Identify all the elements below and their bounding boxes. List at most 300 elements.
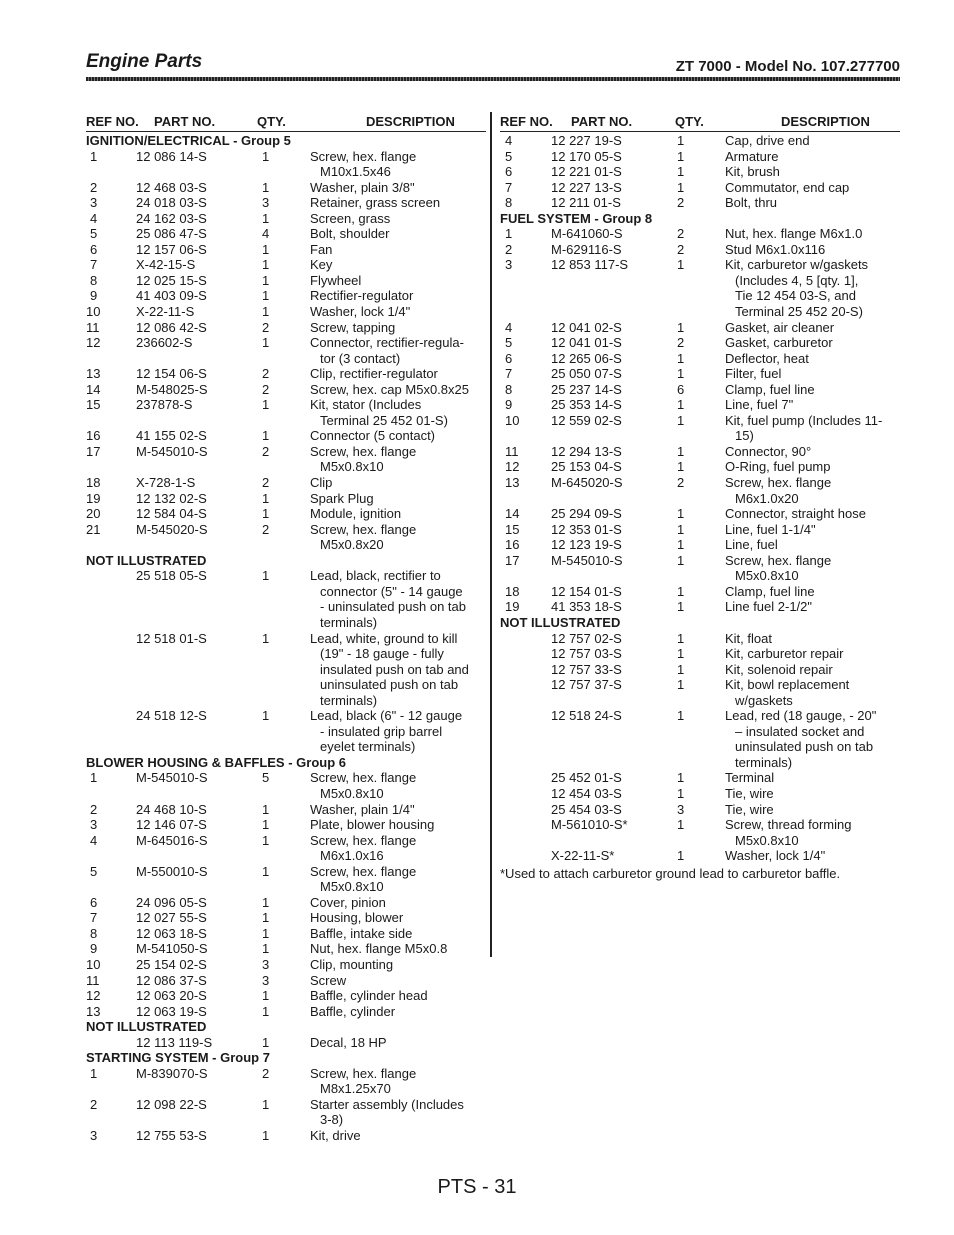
part-description bbox=[725, 180, 849, 196]
description-line: Screw, hex. flange bbox=[310, 863, 417, 879]
description-line: Screw, hex. flange bbox=[310, 148, 417, 164]
ref-number: 1 bbox=[90, 148, 98, 164]
description-line: Cover, pinion bbox=[310, 894, 386, 910]
group-heading: STARTING SYSTEM - Group 7 bbox=[86, 1050, 270, 1066]
description-line: Clip, mounting bbox=[310, 957, 394, 972]
description-line: Line, fuel 1-1/4" bbox=[725, 521, 816, 537]
quantity: 2 bbox=[262, 1065, 270, 1081]
ref-number: 11 bbox=[86, 972, 100, 988]
column-divider bbox=[490, 112, 492, 957]
description-line: (19" - 18 gauge - fully bbox=[320, 646, 444, 662]
part-row bbox=[86, 1097, 486, 1128]
part-row bbox=[500, 522, 900, 538]
quantity: 1 bbox=[677, 552, 685, 568]
part-number: 12 154 06-S bbox=[136, 366, 207, 382]
description-line: insulated push on tab and bbox=[320, 661, 469, 677]
ref-number: 7 bbox=[90, 910, 98, 926]
description-line: tor (3 contact) bbox=[320, 350, 401, 366]
part-row bbox=[86, 335, 486, 366]
quantity: 1 bbox=[262, 568, 270, 584]
part-row bbox=[86, 802, 486, 818]
part-row bbox=[500, 320, 900, 336]
quantity: 1 bbox=[677, 443, 685, 459]
quantity: 2 bbox=[262, 319, 270, 335]
description-line: - insulated grip barrel bbox=[320, 723, 443, 739]
quantity: 1 bbox=[677, 350, 685, 366]
part-description bbox=[725, 133, 810, 149]
description-line: Flywheel bbox=[310, 272, 362, 288]
part-number: M-645016-S bbox=[136, 832, 208, 848]
ref-number: 2 bbox=[90, 801, 98, 817]
part-description bbox=[310, 522, 416, 553]
right-parts-column bbox=[500, 114, 900, 881]
description-line: Cap, drive end bbox=[725, 133, 810, 148]
part-description bbox=[310, 366, 438, 382]
ref-number: 6 bbox=[90, 241, 98, 257]
part-row bbox=[86, 864, 486, 895]
description-line: Connector, straight hose bbox=[725, 506, 866, 522]
description-line: Retainer, grass screen bbox=[310, 195, 441, 211]
quantity: 1 bbox=[262, 894, 270, 910]
part-description bbox=[725, 459, 831, 475]
part-description bbox=[725, 553, 831, 584]
part-description bbox=[310, 802, 415, 818]
part-row bbox=[86, 926, 486, 942]
ref-number: 18 bbox=[505, 583, 520, 599]
part-row bbox=[86, 941, 486, 957]
quantity: 1 bbox=[262, 490, 270, 506]
description-line: Screw, hex. flange bbox=[310, 521, 417, 537]
part-description bbox=[310, 428, 435, 444]
part-number: 25 518 05-S bbox=[136, 568, 207, 584]
quantity: 6 bbox=[677, 381, 685, 397]
part-number: 12 757 33-S bbox=[551, 661, 622, 677]
right-parts-body bbox=[500, 133, 900, 864]
part-row bbox=[500, 646, 900, 662]
ref-number: 4 bbox=[505, 319, 513, 335]
part-row bbox=[500, 584, 900, 600]
part-number: 12 170 05-S bbox=[551, 148, 622, 164]
description-line: Clamp, fuel line bbox=[725, 381, 815, 397]
part-row bbox=[500, 677, 900, 708]
quantity: 1 bbox=[677, 661, 685, 677]
ref-number: 12 bbox=[86, 335, 101, 351]
part-number: 25 353 14-S bbox=[551, 397, 622, 413]
description-line: Nut, hex. flange M5x0.8 bbox=[310, 941, 448, 957]
part-number: 12 559 02-S bbox=[551, 412, 622, 428]
part-row bbox=[86, 149, 486, 180]
part-number: 12 063 20-S bbox=[136, 988, 207, 1004]
footnote: *Used to attach carburetor ground lead to carburetor baffle. bbox=[500, 865, 841, 881]
ref-number: 10 bbox=[86, 304, 101, 320]
description-line: Kit, carburetor w/gaskets bbox=[725, 257, 869, 273]
part-number: 25 050 07-S bbox=[551, 366, 622, 382]
part-description bbox=[310, 382, 469, 398]
ref-number: 8 bbox=[505, 195, 513, 211]
part-number: 12 041 02-S bbox=[551, 319, 622, 335]
part-description bbox=[725, 475, 831, 506]
ref-number: 4 bbox=[505, 133, 513, 148]
part-description bbox=[725, 817, 851, 848]
description-line: Line, fuel bbox=[725, 537, 778, 553]
ref-number: 8 bbox=[90, 272, 98, 288]
ref-number: 12 bbox=[86, 988, 101, 1004]
part-description bbox=[310, 273, 361, 289]
ref-number: 3 bbox=[90, 817, 98, 833]
ref-number: 5 bbox=[90, 863, 98, 879]
quantity: 1 bbox=[262, 630, 270, 646]
part-description bbox=[725, 522, 816, 538]
ref-number: 15 bbox=[86, 397, 101, 413]
part-number: 237878-S bbox=[136, 397, 193, 413]
description-line: Screw, tapping bbox=[310, 319, 396, 335]
left-table-header bbox=[86, 114, 486, 132]
part-row bbox=[86, 491, 486, 507]
part-number: 12 211 01-S bbox=[551, 195, 621, 211]
part-row bbox=[86, 304, 486, 320]
part-number: 12 454 03-S bbox=[551, 785, 622, 801]
description-line: Terminal bbox=[725, 770, 775, 786]
group-heading: IGNITION/ELECTRICAL - Group 5 bbox=[86, 133, 291, 148]
quantity: 3 bbox=[262, 195, 270, 211]
part-row bbox=[86, 320, 486, 336]
description-line: connector (5" - 14 gauge bbox=[320, 583, 463, 599]
part-number: 12 353 01-S bbox=[551, 521, 622, 537]
part-description bbox=[310, 475, 332, 491]
ref-number: 3 bbox=[90, 1128, 98, 1144]
description-line: Connector (5 contact) bbox=[310, 428, 436, 444]
ref-number: 9 bbox=[90, 288, 98, 304]
part-number: 12 025 15-S bbox=[136, 272, 207, 288]
part-row bbox=[86, 770, 486, 801]
part-number: 41 403 09-S bbox=[136, 288, 207, 304]
part-row bbox=[500, 397, 900, 413]
quantity: 1 bbox=[262, 1128, 270, 1144]
ref-number: 13 bbox=[86, 1003, 101, 1019]
ref-number: 2 bbox=[90, 1096, 98, 1112]
ref-number: 5 bbox=[505, 335, 513, 351]
description-line: (Includes 4, 5 [qty. 1], bbox=[735, 272, 859, 288]
part-number: 24 518 12-S bbox=[136, 708, 207, 724]
quantity: 2 bbox=[262, 475, 270, 491]
part-row bbox=[86, 444, 486, 475]
quantity: 1 bbox=[677, 708, 685, 724]
description-line: Filter, fuel bbox=[725, 366, 782, 382]
model-number: ZT 7000 - Model No. 107.277700 bbox=[675, 58, 900, 75]
part-description bbox=[310, 864, 416, 895]
part-number: 12 154 01-S bbox=[551, 583, 622, 599]
part-row bbox=[86, 273, 486, 289]
description-line: Baffle, cylinder bbox=[310, 1003, 396, 1019]
part-number: 24 468 10-S bbox=[136, 801, 207, 817]
quantity: 1 bbox=[677, 848, 685, 864]
quantity: 1 bbox=[262, 397, 270, 413]
quantity: 3 bbox=[262, 972, 270, 988]
part-row bbox=[500, 257, 900, 319]
ref-number: 2 bbox=[90, 179, 98, 195]
description-line: Bolt, shoulder bbox=[310, 226, 390, 242]
description-line: Clip bbox=[310, 475, 333, 491]
part-description bbox=[310, 195, 440, 211]
part-description bbox=[725, 584, 815, 600]
description-line: Screen, grass bbox=[310, 210, 391, 226]
ref-number: 14 bbox=[86, 381, 101, 397]
part-description bbox=[310, 957, 393, 973]
part-description bbox=[725, 195, 777, 211]
part-number: 12 757 03-S bbox=[551, 646, 622, 662]
ref-number: 5 bbox=[505, 148, 513, 164]
part-number: 12 146 07-S bbox=[136, 817, 207, 833]
part-row bbox=[86, 366, 486, 382]
part-number: 25 452 01-S bbox=[551, 770, 622, 786]
part-description bbox=[310, 631, 469, 709]
part-description bbox=[310, 1128, 361, 1144]
part-number: 236602-S bbox=[136, 335, 193, 351]
left-parts-body bbox=[86, 133, 486, 1144]
description-line: Lead, black, rectifier to bbox=[310, 568, 441, 584]
quantity: 1 bbox=[677, 179, 685, 195]
part-row bbox=[500, 770, 900, 786]
ref-number: 6 bbox=[90, 894, 98, 910]
part-description bbox=[310, 149, 416, 180]
description-line: w/gaskets bbox=[735, 692, 793, 708]
quantity: 1 bbox=[262, 179, 270, 195]
ref-number: 4 bbox=[90, 832, 98, 848]
part-description bbox=[310, 180, 415, 196]
quantity: 1 bbox=[677, 677, 685, 693]
part-number: 25 154 02-S bbox=[136, 957, 207, 972]
ref-no-header: REF NO. bbox=[86, 114, 139, 129]
part-description bbox=[725, 335, 833, 351]
ref-number: 15 bbox=[505, 521, 520, 537]
part-description bbox=[725, 444, 811, 460]
part-description bbox=[725, 802, 774, 818]
quantity: 1 bbox=[677, 148, 685, 164]
description-line: Tie, wire bbox=[725, 785, 774, 801]
left-parts-column bbox=[86, 114, 486, 1144]
part-number: 12 086 42-S bbox=[136, 319, 207, 335]
part-row bbox=[500, 413, 900, 444]
part-number: M-641060-S bbox=[551, 226, 623, 242]
part-description bbox=[310, 211, 390, 227]
part-number: X-728-1-S bbox=[136, 475, 196, 491]
group-heading: NOT ILLUSTRATED bbox=[500, 614, 621, 630]
part-number: 41 155 02-S bbox=[136, 428, 207, 444]
part-description bbox=[310, 817, 434, 833]
part-description bbox=[725, 646, 844, 662]
quantity: 1 bbox=[262, 832, 270, 848]
part-row bbox=[86, 522, 486, 553]
ref-number: 8 bbox=[90, 925, 98, 941]
part-number: 12 157 06-S bbox=[136, 241, 207, 257]
description-line: Screw, hex. flange bbox=[310, 770, 417, 786]
quantity: 1 bbox=[262, 1096, 270, 1112]
part-number: 12 227 19-S bbox=[551, 133, 622, 148]
description-line: uninsulated push on tab bbox=[735, 739, 874, 755]
part-row bbox=[86, 973, 486, 989]
description-line: Kit, solenoid repair bbox=[725, 661, 833, 677]
description-line: Terminal 25 452 20-S) bbox=[735, 304, 863, 320]
ref-number: 2 bbox=[505, 241, 513, 257]
part-description bbox=[310, 941, 447, 957]
part-row bbox=[86, 382, 486, 398]
ref-number: 13 bbox=[505, 475, 520, 491]
ref-number: 1 bbox=[90, 1065, 98, 1081]
description-line: - uninsulated push on tab bbox=[320, 599, 466, 615]
ref-number: 6 bbox=[505, 350, 513, 366]
part-number: 12 027 55-S bbox=[136, 910, 207, 926]
part-description bbox=[310, 257, 332, 273]
quantity: 1 bbox=[262, 506, 270, 522]
part-description bbox=[310, 1004, 395, 1020]
quantity: 3 bbox=[262, 957, 270, 972]
description-line: Screw, hex. flange bbox=[310, 1065, 417, 1081]
ref-no-header: REF NO. bbox=[500, 114, 553, 129]
description-line: Kit, stator (Includes bbox=[310, 397, 422, 413]
description-line: Commutator, end cap bbox=[725, 179, 850, 195]
group-heading: BLOWER HOUSING & BAFFLES - Group 6 bbox=[86, 754, 346, 770]
quantity: 2 bbox=[262, 366, 270, 382]
description-line: Screw, hex. flange bbox=[310, 832, 417, 848]
ref-number: 13 bbox=[86, 366, 101, 382]
part-number: M-545010-S bbox=[551, 552, 623, 568]
description-header: DESCRIPTION bbox=[781, 114, 870, 129]
part-number: 12 113 119-S bbox=[136, 1034, 213, 1050]
ref-number: 9 bbox=[505, 397, 513, 413]
part-row bbox=[500, 226, 900, 242]
part-description bbox=[310, 242, 332, 258]
quantity: 1 bbox=[677, 817, 685, 833]
part-number: 12 584 04-S bbox=[136, 506, 207, 522]
part-row bbox=[86, 397, 486, 428]
part-row bbox=[500, 180, 900, 196]
part-row bbox=[500, 475, 900, 506]
description-line: M5x0.8x20 bbox=[320, 537, 384, 553]
quantity: 2 bbox=[677, 475, 685, 491]
part-number: X-22-11-S bbox=[136, 304, 195, 320]
description-line: Kit, float bbox=[725, 630, 772, 646]
part-description bbox=[310, 833, 416, 864]
part-row bbox=[500, 537, 900, 553]
quantity: 1 bbox=[677, 164, 685, 180]
part-description bbox=[310, 335, 464, 366]
description-line: M5x0.8x10 bbox=[320, 459, 384, 475]
quantity: 1 bbox=[262, 817, 270, 833]
description-line: Plate, blower housing bbox=[310, 817, 435, 833]
part-number: 12 294 13-S bbox=[551, 443, 622, 459]
part-description bbox=[725, 770, 774, 786]
ref-number: 9 bbox=[90, 941, 98, 957]
part-number: 25 086 47-S bbox=[136, 226, 207, 242]
description-line: Module, ignition bbox=[310, 506, 402, 522]
part-description bbox=[725, 631, 772, 647]
quantity: 1 bbox=[262, 708, 270, 724]
part-row bbox=[86, 1004, 486, 1020]
part-description bbox=[725, 242, 825, 258]
part-row bbox=[86, 428, 486, 444]
part-row bbox=[86, 910, 486, 926]
part-number: 12 086 14-S bbox=[136, 148, 207, 164]
part-description bbox=[725, 149, 778, 165]
part-description bbox=[310, 926, 412, 942]
quantity: 1 bbox=[262, 304, 270, 320]
quantity: 1 bbox=[262, 288, 270, 304]
part-row bbox=[500, 133, 900, 149]
part-number: 12 757 37-S bbox=[551, 677, 622, 693]
ref-number: 16 bbox=[86, 428, 101, 444]
part-number: M-545010-S bbox=[136, 443, 208, 459]
part-row bbox=[86, 257, 486, 273]
group-heading: FUEL SYSTEM - Group 8 bbox=[500, 210, 653, 226]
description-line: Connector, 90° bbox=[725, 443, 812, 459]
part-description bbox=[310, 506, 401, 522]
part-row bbox=[500, 802, 900, 818]
ref-number: 21 bbox=[86, 521, 101, 537]
part-row bbox=[500, 459, 900, 475]
part-row bbox=[500, 506, 900, 522]
part-number: 25 294 09-S bbox=[551, 506, 622, 522]
part-row bbox=[500, 631, 900, 647]
part-description bbox=[725, 226, 862, 242]
description-line: Kit, bowl replacement bbox=[725, 677, 850, 693]
description-line: Kit, carburetor repair bbox=[725, 646, 844, 662]
quantity: 1 bbox=[262, 1003, 270, 1019]
part-description bbox=[725, 662, 833, 678]
quantity: 1 bbox=[262, 210, 270, 226]
part-row bbox=[500, 351, 900, 367]
part-row bbox=[86, 242, 486, 258]
part-row bbox=[500, 599, 900, 615]
ref-number: 10 bbox=[86, 957, 101, 972]
description-line: – insulated socket and bbox=[735, 723, 865, 739]
part-description bbox=[725, 413, 882, 444]
part-description bbox=[310, 895, 386, 911]
part-description bbox=[725, 320, 834, 336]
description-line: Spark Plug bbox=[310, 490, 374, 506]
description-line: terminals) bbox=[320, 692, 378, 708]
description-line: Line, fuel 7" bbox=[725, 397, 794, 413]
description-line: Connector, rectifier-regula- bbox=[310, 335, 464, 351]
quantity: 1 bbox=[677, 785, 685, 801]
description-line: Housing, blower bbox=[310, 910, 404, 926]
ref-number: 12 bbox=[505, 459, 520, 475]
part-number: 12 086 37-S bbox=[136, 972, 207, 988]
description-line: 15) bbox=[735, 428, 754, 444]
quantity: 1 bbox=[262, 988, 270, 1004]
page-number: PTS - 31 bbox=[437, 1176, 517, 1198]
description-line: Rectifier-regulator bbox=[310, 288, 414, 304]
part-number: M-839070-S bbox=[136, 1065, 208, 1081]
part-number: 24 018 03-S bbox=[136, 195, 207, 211]
part-number: 12 227 13-S bbox=[551, 179, 622, 195]
ref-number: 3 bbox=[505, 257, 513, 273]
description-line: M6x1.0x20 bbox=[735, 490, 799, 506]
quantity: 1 bbox=[677, 397, 685, 413]
ref-number: 18 bbox=[86, 475, 101, 491]
part-row bbox=[500, 553, 900, 584]
part-description bbox=[310, 304, 410, 320]
quantity: 2 bbox=[262, 381, 270, 397]
part-number: 12 132 02-S bbox=[136, 490, 207, 506]
part-description bbox=[310, 444, 416, 475]
part-number: 12 518 01-S bbox=[136, 630, 207, 646]
description-line: Washer, lock 1/4" bbox=[310, 304, 411, 320]
description-line: 3-8) bbox=[320, 1112, 344, 1128]
description-line: Gasket, carburetor bbox=[725, 335, 833, 351]
description-line: M6x1.0x16 bbox=[320, 848, 384, 864]
qty-header: QTY. bbox=[257, 114, 286, 129]
part-number: 12 098 22-S bbox=[136, 1096, 207, 1112]
